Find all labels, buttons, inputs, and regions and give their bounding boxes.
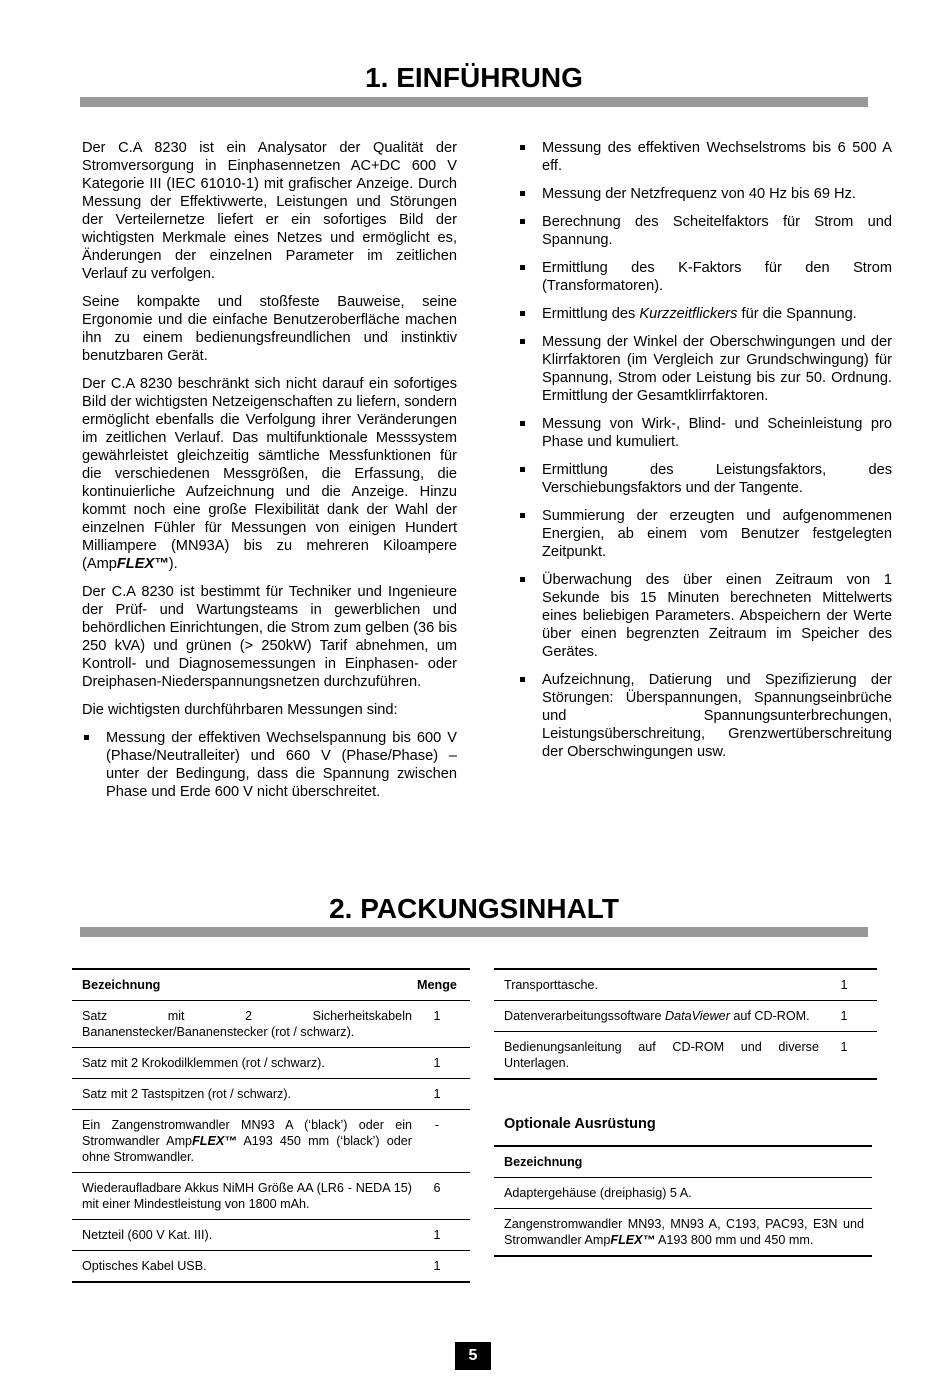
bullet-text: Messung der effektiven Wechselspannung bis 600 V (Phase/Neutralleiter) und 660 V (Phase/Phase) – unter der Bedingung, dass die Spannung zwischen Phase und Erde 600 V nicht überschreitet.	[106, 730, 457, 800]
col-header-qty: Menge	[417, 978, 457, 992]
table-row	[494, 970, 877, 1001]
col-header-desc: Bezeichnung	[82, 978, 161, 992]
list-item	[518, 139, 892, 175]
table-row	[72, 1001, 470, 1048]
intro-paragraph-2: Seine kompakte und stoßfeste Bauweise, seine Ergonomie und die einfache Benutzeroberfläche machen ihn zu einem bedienungsfreundlichen und instinktiv benutzbaren Gerät.	[82, 294, 457, 364]
row-desc-text: Ein Zangenstromwandler MN93 A (‘black’) oder ein Stromwandler Amp	[82, 1118, 412, 1148]
bullet-text: Messung des effektiven Wechselstroms bis 6 500 A eff.	[542, 140, 892, 174]
row-desc	[504, 1216, 864, 1248]
bullet-text: Berechnung des Scheitelfaktors für Strom und Spannung.	[542, 214, 892, 248]
intro-paragraph-3	[82, 375, 457, 573]
table-header	[494, 1147, 872, 1178]
title-rule	[80, 97, 868, 107]
list-item	[518, 259, 892, 295]
list-item	[518, 185, 892, 203]
table-row	[494, 1209, 872, 1255]
row-qty: 1	[433, 1259, 441, 1273]
row-desc: Wiederaufladbare Akkus NiMH Größe AA (LR6 - NEDA 15) mit einer Mindestleistung von 1800 mAh.	[82, 1181, 412, 1211]
intro-paragraph-5: Die wichtigsten durchführbaren Messungen sind:	[82, 702, 398, 718]
row-desc: Transporttasche.	[504, 978, 599, 992]
row-desc	[504, 1008, 819, 1024]
table-row	[494, 1032, 877, 1078]
row-desc-end: A193 450 mm (‘black’) oder ohne Stromwandler.	[82, 1134, 412, 1164]
table-row	[72, 1048, 470, 1079]
list-item	[518, 213, 892, 249]
list-item	[518, 571, 892, 661]
row-qty: -	[434, 1118, 440, 1132]
right-column	[518, 139, 892, 771]
title-rule	[80, 927, 868, 937]
bullet-icon	[520, 145, 525, 150]
row-desc	[82, 1117, 412, 1165]
table-row	[72, 1079, 470, 1110]
list-item	[518, 507, 892, 561]
bullet-text: Ermittlung des Leistungsfaktors, des Verschiebungsfaktors und der Tangente.	[542, 462, 892, 496]
list-item	[518, 671, 892, 761]
table-row	[494, 1001, 877, 1032]
row-desc: Satz mit 2 Tastspitzen (rot / schwarz).	[82, 1087, 292, 1101]
p3-end: ).	[168, 556, 178, 572]
row-desc: Adaptergehäuse (dreiphasig) 5 A.	[504, 1186, 692, 1200]
p3-text: Der C.A 8230 beschränkt sich nicht darauf ein sofortiges Bild der wichtigsten Netzeigenschaften zu liefern, sondern ermöglicht ebenfalls die Verfolgung ihrer Veränderungen im zeitlichen Verlauf. Das multifunktionale Messsystem gewährleistet gleichzeitig sämtliche Messfunktionen für die verschiedenen Messgrößen, die Erfassung, die kontinuierliche Aufzeichnung und die Anzeige. Hinzu kommt noch eine große Flexibilität dank der Wahl der einzelnen Fühler für Messungen von einigen Hundert Milliampere (MN93A) bis zu mehreren Kiloampere (Amp	[82, 376, 457, 572]
list-item	[518, 333, 892, 405]
contents-table-continued	[494, 968, 877, 1080]
bullet-text-end: für die Spannung.	[737, 306, 857, 322]
bullet-icon	[520, 677, 525, 682]
flex-brand: FLEX™	[192, 1134, 237, 1148]
row-qty: 1	[433, 1087, 441, 1101]
table-row	[72, 1220, 470, 1251]
left-column	[82, 139, 457, 811]
table-row	[72, 1173, 470, 1220]
row-qty: 6	[433, 1181, 441, 1195]
bullet-icon	[520, 311, 525, 316]
flex-brand: FLEX™	[116, 556, 169, 572]
list-item	[518, 305, 892, 323]
row-qty: 1	[840, 1040, 848, 1054]
bullet-text: Ermittlung des	[542, 306, 640, 322]
section-title-einfuehrung: 1. EINFÜHRUNG	[365, 62, 583, 93]
intro-paragraph-4: Der C.A 8230 ist bestimmt für Techniker und Ingenieure der Prüf- und Wartungsteams in gewerblichen und behördlichen Einrichtungen, die Strom zum gelben (36 bis 250 kVA) und grünen (> 250kW) Tarif abnehmen, um Kontroll- und Diagnosemessungen in Einphasen- oder Dreiphasen-Niederspannungsnetzen durchzuführen.	[82, 584, 457, 690]
flicker-term: Kurzzeitflickers	[639, 306, 738, 322]
section-title-packungsinhalt: 2. PACKUNGSINHALT	[329, 893, 619, 924]
row-desc: Netzteil (600 V Kat. III).	[82, 1228, 213, 1242]
row-desc: Satz mit 2 Krokodilklemmen (rot / schwarz).	[82, 1056, 325, 1070]
row-desc-end: auf CD-ROM.	[729, 1009, 810, 1023]
dataviewer-name: DataViewer	[665, 1009, 730, 1023]
bullet-icon	[520, 191, 525, 196]
row-qty: 1	[433, 1228, 441, 1242]
contents-table	[72, 968, 470, 1283]
row-qty: 1	[840, 978, 848, 992]
bullet-icon	[84, 735, 89, 740]
bullet-icon	[520, 339, 525, 344]
row-qty: 1	[433, 1056, 441, 1070]
bullet-text: Ermittlung des K-Faktors für den Strom (Transformatoren).	[542, 260, 892, 294]
list-item	[518, 461, 892, 497]
row-desc-end: A193 800 mm und 450 mm.	[655, 1233, 814, 1247]
row-desc: Bedienungsanleitung auf CD-ROM und diverse Unterlagen.	[504, 1040, 819, 1070]
bullet-icon	[520, 265, 525, 270]
table-row	[72, 1110, 470, 1173]
bullet-icon	[520, 513, 525, 518]
bullet-text: Summierung der erzeugten und aufgenommenen Energien, ab einem vom Benutzer festgelegten Zeitpunkt.	[542, 508, 892, 560]
list-item	[82, 729, 457, 801]
bullet-icon	[520, 421, 525, 426]
bullet-icon	[520, 577, 525, 582]
table-row	[494, 1178, 872, 1209]
row-desc: Satz mit 2 Sicherheitskabeln Bananenstecker/Bananenstecker (rot / schwarz).	[82, 1009, 412, 1039]
table-row	[72, 1251, 470, 1281]
table-header	[72, 970, 470, 1001]
row-desc-text: Datenverarbeitungssoftware	[504, 1009, 666, 1023]
bullet-text: Überwachung des über einen Zeitraum von 1 Sekunde bis 15 Minuten berechneten Mittelwerts eines beliebigen Parameters. Abspeichern der Werte über einen begrenzten Zeitraum im Speicher des Gerätes.	[542, 572, 892, 660]
bullet-icon	[520, 467, 525, 472]
bullet-text: Messung der Winkel der Oberschwingungen und der Klirrfaktoren (im Vergleich zur Grundschwingung) für Spannung, Strom oder Leistung bis zur 50. Ordnung. Ermittlung der Gesamtklirrfaktoren.	[542, 334, 892, 404]
row-qty: 1	[840, 1009, 848, 1023]
optional-equipment-title: Optionale Ausrüstung	[504, 1116, 656, 1132]
row-desc: Optisches Kabel USB.	[82, 1259, 207, 1273]
bullet-text: Aufzeichnung, Datierung und Spezifizierung der Störungen: Überspannungen, Spannungseinbrüche und Spannungsunterbrechungen, Leistungsüberschreitung, Grenzwertüberschreitung der Oberschwingungen usw.	[542, 672, 892, 760]
row-desc-text: Zangenstromwandler MN93, MN93 A, C193, PAC93, E3N und Stromwandler Amp	[504, 1217, 864, 1247]
flex-brand: FLEX™	[610, 1233, 656, 1247]
col-header-desc: Bezeichnung	[504, 1155, 583, 1169]
optional-table	[494, 1145, 872, 1257]
bullet-text: Messung der Netzfrequenz von 40 Hz bis 69 Hz.	[542, 186, 856, 202]
bullet-text: Messung von Wirk-, Blind- und Scheinleistung pro Phase und kumuliert.	[542, 416, 892, 450]
page-number: 5	[455, 1342, 491, 1370]
intro-paragraph-1: Der C.A 8230 ist ein Analysator der Qualität der Stromversorgung in Einphasennetzen AC+DC 600 V Kategorie III (IEC 61010-1) mit grafischer Anzeige. Durch Messung der Effektivwerte, Leistungen und Störungen der Verteilernetze liefert er ein sofortiges Bild der wichtigsten Merkmale eines Netzes und ermöglicht es, Änderungen der einzelnen Parameter im zeitlichen Verlauf zu verfolgen.	[82, 140, 457, 282]
row-qty: 1	[433, 1009, 441, 1023]
bullet-icon	[520, 219, 525, 224]
list-item	[518, 415, 892, 451]
